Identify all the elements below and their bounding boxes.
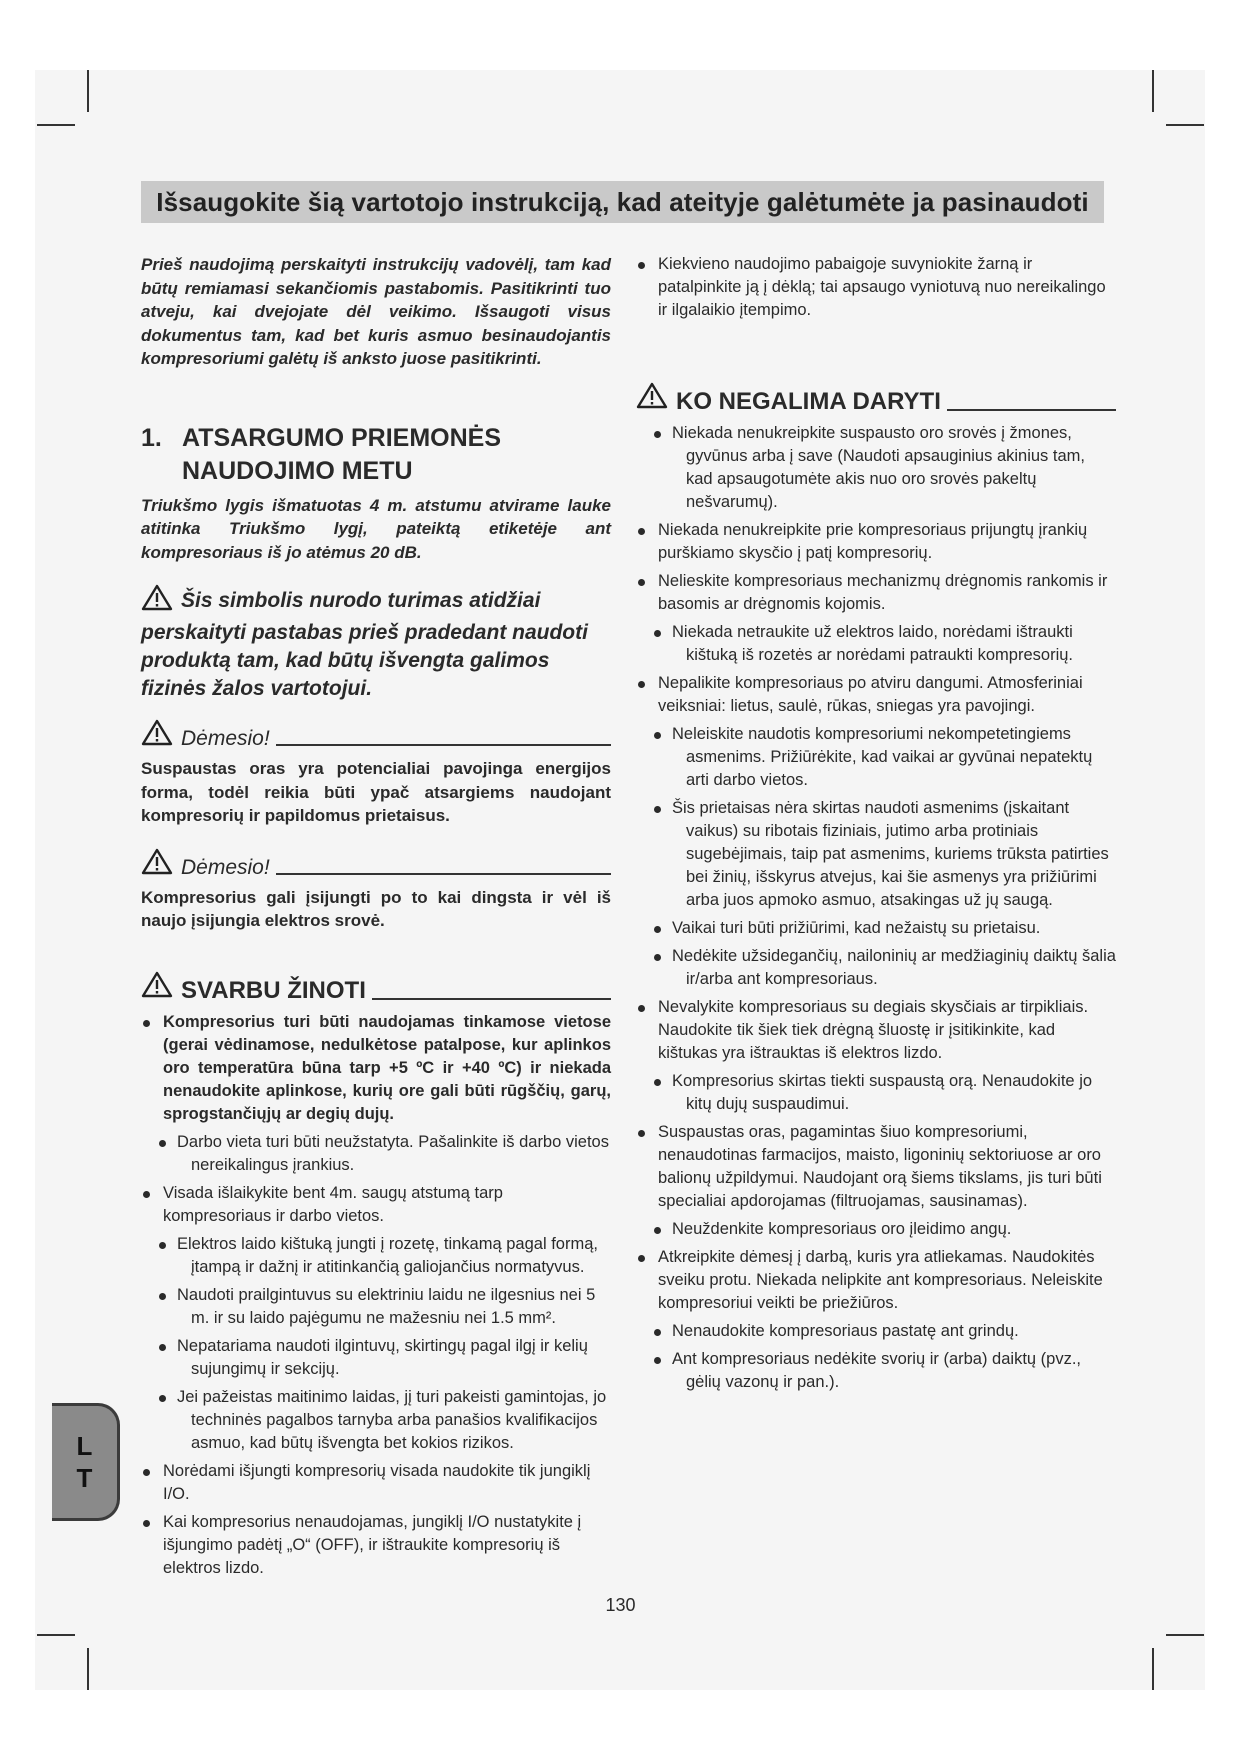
attention-heading-1 bbox=[141, 719, 611, 751]
list-item bbox=[141, 1335, 611, 1381]
list-item-text: Darbo vieta turi būti neužstatyta. Pašalinkite iš darbo vietos nereikalingus įrankius. bbox=[177, 1132, 609, 1174]
section-number: 1. bbox=[141, 423, 162, 452]
prohibited-heading-text: KO NEGALIMA DARYTI bbox=[676, 388, 941, 415]
crop-mark bbox=[1152, 70, 1154, 112]
warning-triangle-icon bbox=[141, 584, 173, 619]
list-item: Kiekvieno naudojimo pabaigoje suvyniokite žarną ir patalpinkite ją į dėklą; tai apsaugo vyniotuvą nuo nereikalingo ir ilgalaikio įtempimo. bbox=[636, 253, 1116, 322]
list-item: Visada išlaikykite bent 4m. saugų atstumą tarp kompresoriaus ir darbo vietos. bbox=[141, 1182, 611, 1228]
intro-text: Prieš naudojimą perskaityti instrukcijų vadovėlį, tam kad būtų remiamasi sekančiomis pastabomis. Pasitikrinti tuo atveju, kai dvejojate dėl veikimo. Išsaugoti visus dokumentus tam, kad bet kuris asmuo besinaudojantis kompresoriumi galėtų iš anksto juose pasitikrinti. bbox=[141, 255, 611, 368]
list-item: Nevalykite kompresoriaus su degiais skysčiais ar tirpikliais. Naudokite tik šiek tiek drėgną šluostę ir įsitikinkite, kad kištukas yra ištrauktas iš elektros lizdo. bbox=[636, 996, 1116, 1065]
crop-mark bbox=[1166, 1634, 1204, 1636]
warning-triangle-icon bbox=[141, 971, 173, 1005]
crop-mark bbox=[87, 70, 89, 112]
attention-text-1: Suspaustas oras yra potencialiai pavojinga energijos forma, todėl reikia būti ypač atsargiems naudojant kompresorių ir papildomus prietaisus. bbox=[141, 759, 611, 825]
section-title bbox=[141, 422, 611, 488]
list-item-text: Nenaudokite kompresoriaus pastatę ant grindų. bbox=[672, 1322, 1019, 1340]
list-item bbox=[636, 422, 1116, 514]
list-item-text: Neuždenkite kompresoriaus oro įleidimo angų. bbox=[672, 1220, 1012, 1238]
prohibited-list bbox=[636, 422, 1116, 1394]
list-item-text: Šis prietaisas nėra skirtas naudoti asmenims (įskaitant vaikus) su ribotais fiziniais, jutimo arba protiniais sugebėjimais, taip pat asmenims, kuriems trūksta patirties bei žinių, išskyrus atvejus, kai šie asmenys yra prižiūrimi arba juos apmoko asmuo, atsakingas už jų saugą. bbox=[672, 799, 1109, 909]
crop-mark bbox=[37, 1634, 75, 1636]
list-item bbox=[636, 917, 1116, 940]
heading-rule bbox=[947, 409, 1116, 411]
list-item-text: Kompresorius skirtas tiekti suspaustą orą. Nenaudokite jo kitų dujų suspaudimui. bbox=[672, 1072, 1093, 1113]
list-item: Niekada nenukreipkite prie kompresoriaus prijungtų įrankių purškiamo skysčio į patį kompresorių. bbox=[636, 519, 1116, 565]
list-item bbox=[141, 1233, 611, 1279]
crop-mark bbox=[37, 124, 75, 126]
list-item: Norėdami išjungti kompresorių visada naudokite tik jungiklį I/O. bbox=[141, 1460, 611, 1506]
attention-text-2: Kompresorius gali įsijungti po to kai dingsta ir vėl iš naujo įsijungia elektros srovė. bbox=[141, 887, 611, 930]
language-tab-letter: L bbox=[76, 1431, 93, 1461]
list-item: Kompresorius turi būti naudojamas tinkamose vietose (gerai vėdinamose, nedulkėtose patalpose, kur aplinkos oro temperatūra būna tarp +5 ºC ir +40 ºC) ir niekada nenaudokite aplinkose, kurių ore gali būti rūgščių, garų, sprogstančiųjų ar degių dujų. bbox=[141, 1011, 611, 1126]
list-item-text: Naudoti prailgintuvus su elektriniu laidu ne ilgesnius nei 5 m. ir su laido pajėgumu ne mažesniu nei 1.5 mm². bbox=[177, 1285, 596, 1327]
list-item bbox=[636, 723, 1116, 792]
crop-mark bbox=[1166, 124, 1204, 126]
left-column bbox=[141, 253, 611, 1585]
important-heading bbox=[141, 971, 611, 1005]
list-item bbox=[141, 1131, 611, 1177]
heading-rule bbox=[372, 998, 611, 1000]
important-heading-text: SVARBU ŽINOTI bbox=[181, 976, 366, 1004]
heading-rule bbox=[276, 744, 611, 746]
list-item-text: Nedėkite užsidegančių, nailoninių ar medžiaginių daiktų šalia ir/arba ant kompresoriaus. bbox=[672, 947, 1116, 988]
heading-rule bbox=[276, 873, 611, 875]
list-item: Nepalikite kompresoriaus po atviru dangumi. Atmosferiniai veiksniai: lietus, saulė, rūkas, sniegas yra pavojingi. bbox=[636, 672, 1116, 718]
attention-heading-2 bbox=[141, 848, 611, 880]
list-item-text: Nepatariama naudoti ilgintuvų, skirtingų pagal ilgį ir kelių sujungimų ir sekcijų. bbox=[177, 1336, 588, 1378]
hose-list bbox=[636, 253, 1116, 322]
list-item-text: Vaikai turi būti prižiūrimi, kad nežaistų su prietaisu. bbox=[672, 919, 1041, 937]
list-item: Kai kompresorius nenaudojamas, jungiklį I/O nustatykite į išjungimo padėtį „O“ (OFF), ir ištraukite kompresorių iš elektros lizdo. bbox=[141, 1511, 611, 1580]
noise-level-text: Triukšmo lygis išmatuotas 4 m. atstumu atvirame lauke atitinka Triukšmo lygį, pateiktą etiketėje ant kompresoriaus iš jo atėmus 20 dB. bbox=[141, 495, 611, 562]
page-number: 130 bbox=[605, 1595, 636, 1615]
list-item bbox=[636, 1348, 1116, 1394]
list-item-text: Ant kompresoriaus nedėkite svorių ir (arba) daiktų (pvz., gėlių vazonų ir pan.). bbox=[672, 1350, 1082, 1391]
important-list bbox=[141, 1011, 611, 1580]
symbol-note bbox=[141, 584, 611, 703]
list-item-text: Elektros laido kištuką jungti į rozetę, tinkamą pagal formą, įtampą ir dažnį ir atitinkančią galiojančius normatyvus. bbox=[177, 1234, 598, 1276]
list-item bbox=[141, 1284, 611, 1330]
section-title-line2: NAUDOJIMO METU bbox=[182, 456, 413, 485]
section-title-line1: ATSARGUMO PRIEMONĖS bbox=[182, 423, 501, 452]
list-item bbox=[141, 1386, 611, 1455]
list-item bbox=[636, 797, 1116, 912]
warning-triangle-icon bbox=[141, 848, 173, 880]
list-item: Suspaustas oras, pagamintas šiuo kompresoriumi, nenaudotinas farmacijos, maisto, ligoninių sektoriuose ar oro balionų užpildymui. Naudojant orą šiems tikslams, jis turi būti specialiai apdorojamas (filtruojamas, sausinamas). bbox=[636, 1121, 1116, 1213]
crop-mark bbox=[1152, 1648, 1154, 1690]
list-item bbox=[636, 1320, 1116, 1343]
prohibited-heading bbox=[636, 382, 1116, 416]
list-item: Nelieskite kompresoriaus mechanizmų drėgnomis rankomis ir basomis ar drėgnomis kojomis. bbox=[636, 570, 1116, 616]
list-item-text: Neleiskite naudotis kompresoriumi nekompetetingiems asmenims. Prižiūrėkite, kad vaikai ar gyvūnai nepatektų arti darbo vietos. bbox=[672, 725, 1093, 789]
warning-triangle-icon bbox=[141, 719, 173, 751]
list-item-text: Niekada netraukite už elektros laido, norėdami ištraukti kištuką iš rozetės ar norėdami patraukti kompresorių. bbox=[672, 623, 1073, 664]
warning-triangle-icon bbox=[636, 382, 668, 416]
crop-mark bbox=[87, 1648, 89, 1690]
symbol-note-text: Šis simbolis nurodo turimas atidžiai perskaityti pastabas prieš pradedant naudoti produktą tam, kad būtų išvengta galimos fizinės žalos vartotojui. bbox=[141, 589, 588, 700]
list-item bbox=[636, 1070, 1116, 1116]
right-column bbox=[636, 253, 1116, 1399]
attention-label: Dėmesio! bbox=[181, 727, 270, 750]
list-item bbox=[636, 621, 1116, 667]
list-item: Atkreipkite dėmesį į darbą, kuris yra atliekamas. Naudokitės sveiku protu. Niekada nelipkite ant kompresoriaus. Neleiskite kompresoriui veikti be priežiūros. bbox=[636, 1246, 1116, 1315]
page-title: Išsaugokite šią vartotojo instrukciją, kad ateityje galėtumėte ja pasinaudoti bbox=[141, 181, 1104, 223]
language-tab-letter: T bbox=[76, 1463, 93, 1493]
attention-label: Dėmesio! bbox=[181, 855, 270, 879]
list-item bbox=[636, 1218, 1116, 1241]
list-item bbox=[636, 945, 1116, 991]
list-item-text: Jei pažeistas maitinimo laidas, jį turi pakeisti gamintojas, jo techninės pagalbos tarnyba arba panašios kvalifikacijos asmuo, kad būtų išvengta bet kokios rizikos. bbox=[177, 1387, 607, 1452]
list-item-text: Niekada nenukreipkite suspausto oro srovės į žmones, gyvūnus arba į save (Naudoti apsauginius akinius tam, kad apsaugotumėte akis nuo oro srovės pakeltų nešvarumų). bbox=[672, 424, 1085, 511]
language-tab bbox=[52, 1403, 120, 1521]
